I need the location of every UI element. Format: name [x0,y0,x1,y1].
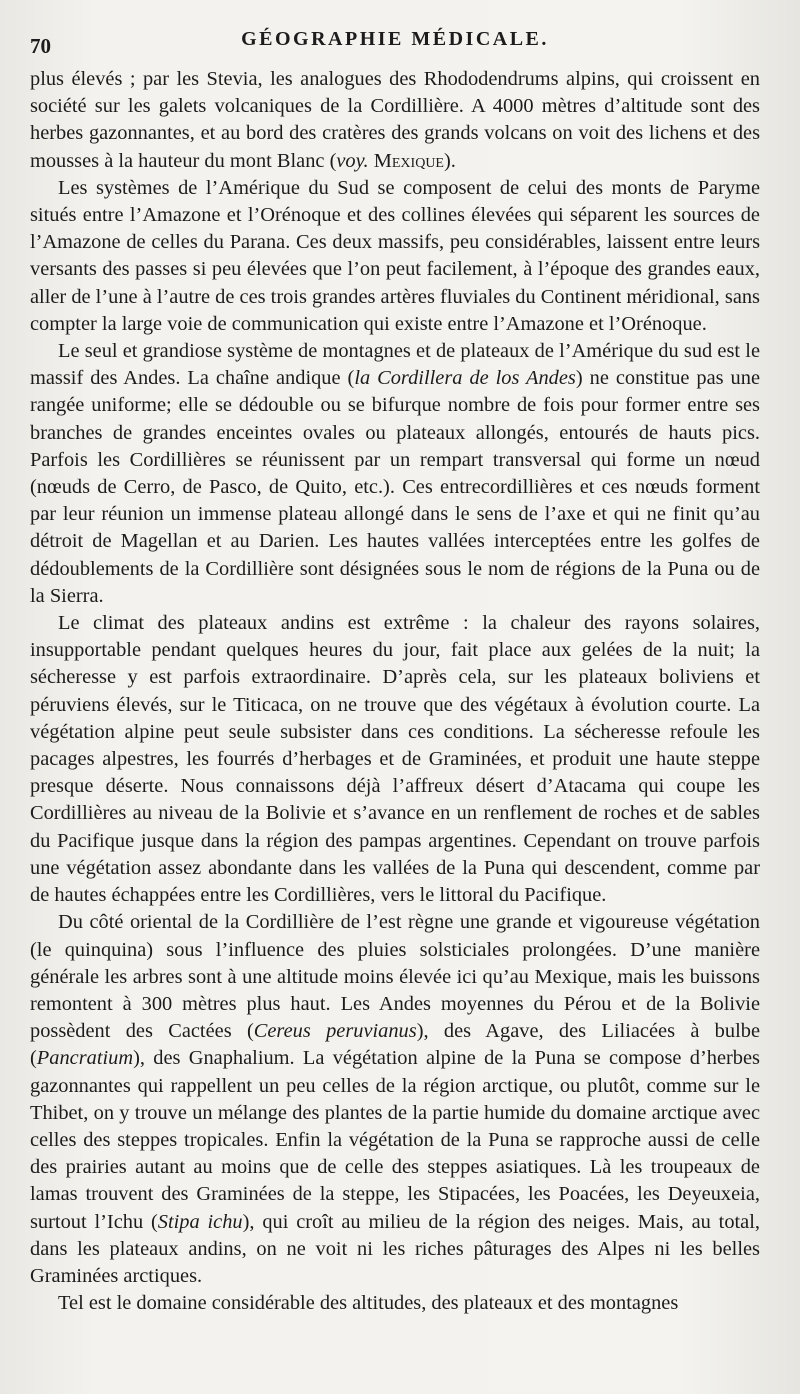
paragraph [30,610,760,909]
text-span: Tel est le domaine considérable des altitudes, des plateaux et des montagnes [58,1292,679,1315]
text-span: Le climat des plateaux andins est extrême : la chaleur des rayons solaires, insupportable pendant quelques heures du jour, fait place aux gelées de la nuit; la sécheresse y est parfois extraordinaire. D’après cela, sur les plateaux boliviens et péruviens élevés, sur le Titicaca, on ne trouve que des végétaux à évolution courte. La végétation alpine peut seule subsister dans ces conditions. La sécheresse refoule les pacages alpestres, les fourrés d’herbages et de Graminées, et produit une haute steppe presque déserte. Nous connaissons déjà l’affreux désert d’Atacama qui coupe les Cordillières au niveau de la Bolivie et s’avance en un renflement de roches et de sables du Pacifique jusque dans la région des pampas argentines. Cependant on trouve parfois une végétation assez abondante dans les vallées de la Puna qui descendent, comme par de hautes échappées entre les Cordillières, vers le littoral du Pacifique. [30,612,760,907]
paragraph [30,338,760,610]
page-body [30,66,760,1317]
italic-span: Cereus peruvianus [253,1020,417,1043]
text-span: ) ne constitue pas une rangée uniforme; elle se dédouble ou se bifurque nombre de fois pour former entre ses branches de grandes enceintes ovales ou plateaux allongés, entourés de hauts pics. Parfois les Cordillières se réunissent par un rempart transversal qui forme un nœud (nœuds de Cerro, de Pasco, de Quito, etc.). Ces entrecordillières et ces nœuds forment par leur réunion un immense plateau allongé dans le sens de l’axe et qui ne finit qu’au détroit de Magellan et au Darien. Les hautes vallées interceptées entre les golfes de dédoublements de la Cordillière sont désignées sous le nom de régions de la Puna ou de la Sierra. [30,367,760,607]
small-caps-span: Mexique [373,149,444,172]
paragraph [30,909,760,1290]
italic-span: la Cordillera de los Andes [354,367,576,390]
text-span: plus élevés ; par les Stevia, les analogues des Rhododendrums alpins, qui croissent en société sur les galets volcaniques de la Cordillière. A 4000 mètres d’altitude sont des herbes gazonnantes, et au bord des cratères des grands volcans on voit des lichens et des mousses à la hauteur du mont Blanc ( [30,68,760,172]
text-span: ), des Gnaphalium. La végétation alpine de la Puna se compose d’herbes gazonnantes qui rappellent un peu celles de la région arctique, ou plutôt, comme sur le Thibet, on y trouve un mélange des plantes de la partie humide du domaine arctique avec celles des steppes tropicales. Enfin la végétation de la Puna se rapproche aussi de celle des prairies autant au moins que de celle des steppes asiatiques. Là les troupeaux de lamas trouvent des Graminées de la steppe, les Stipacées, les Poacées, les Deyeuxeia, surtout l’Ichu ( [30,1047,760,1233]
text-span: ). [443,149,456,172]
paragraph [30,175,760,338]
italic-span: Stipa ichu [157,1210,243,1233]
text-span: ), des Agave, des Liliacées à bulbe ( [30,1020,760,1070]
paragraph [30,1290,760,1317]
paragraph [30,66,760,175]
text-span: Les systèmes de l’Amérique du Sud se composent de celui des monts de Paryme situés entre l’Amazone et l’Orénoque et des collines élevées qui séparent les sources de l’Amazone de celles du Parana. Ces deux massifs, peu considérables, laissent entre leurs versants des passes si peu élevées que l’on peut facilement, à l’époque des grandes eaux, aller de l’une à l’autre de ces trois grandes artères fluviales du Continent méridional, sans compter la large voie de communication qui existe entre l’Amazone et l’Orénoque. [30,176,760,335]
italic-span: Pancratium [36,1047,134,1070]
text-span: Le seul et grandiose système de montagnes et de plateaux de l’Amérique du sud est le massif des Andes. La chaîne andique ( [30,340,760,390]
running-head: GÉOGRAPHIE MÉDICALE. [241,28,549,50]
text-span: ), qui croît au milieu de la région des neiges. Mais, au total, dans les plateaux andins, on ne voit ni les riches pâturages des Alpes ni les belles Graminées arctiques. [30,1210,760,1287]
page-header [30,22,760,56]
text-span: Du côté oriental de la Cordillière de l’est règne une grande et vigoureuse végétation (le quinquina) sous l’influence des pluies solsticiales prolongées. D’une manière générale les arbres sont à une altitude moins élevée ici qu’au Mexique, mais les buissons remontent à 300 mètres plus haut. Les Andes moyennes du Pérou et de la Bolivie possèdent des Cactées ( [30,911,760,1043]
italic-span: voy. [336,149,369,172]
page-number: 70 [30,34,51,58]
